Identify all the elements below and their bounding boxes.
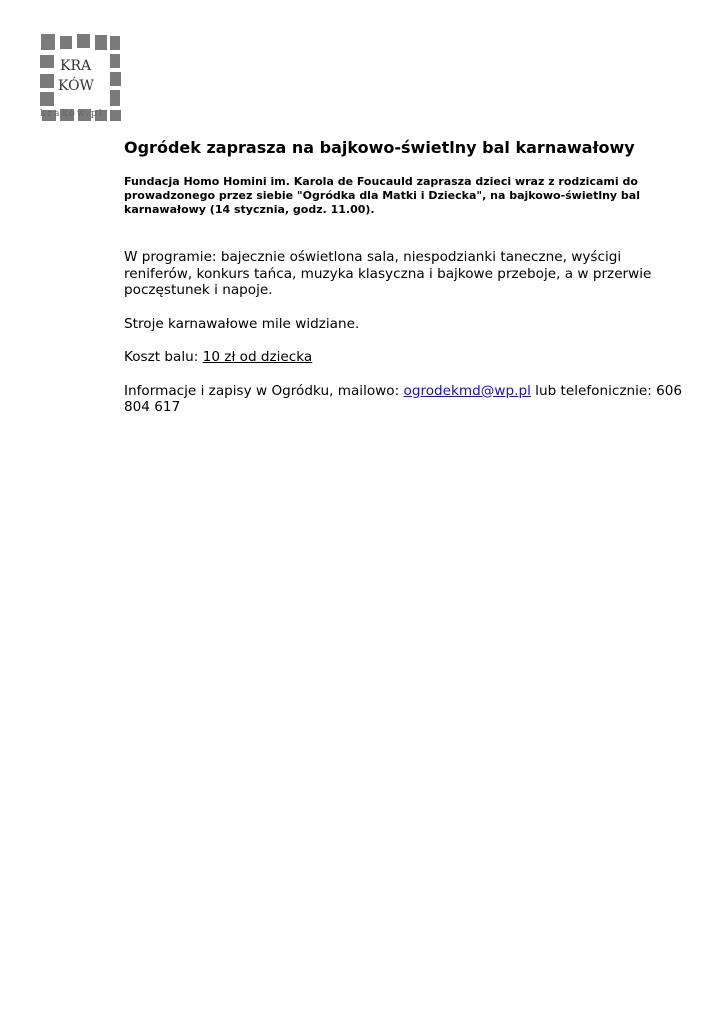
program-paragraph: W programie: bajecznie oświetlona sala, niespodzianki taneczne, wyścigi reniferów, konkurs tańca, muzyka klasyczna i bajkowe przeboje, a w przerwie poczęstunek i napoje. <box>124 249 652 298</box>
article <box>124 138 690 433</box>
cost-label: Koszt balu: <box>124 349 203 365</box>
cost-value: 10 zł od dziecka <box>202 349 313 365</box>
article-title: Ogródek zaprasza na bajkowo-świetlny bal karnawałowy <box>124 138 635 157</box>
logo-caption: krakow.pl <box>40 109 104 119</box>
cost-paragraph <box>124 349 690 366</box>
logo-line-1: KRA <box>60 58 92 74</box>
info-prefix: Informacje i zapisy w Ogródku, mailowo: <box>124 382 404 399</box>
costumes-paragraph: Stroje karnawałowe mile widziane. <box>124 315 360 332</box>
info-paragraph <box>124 383 690 416</box>
info-suffix: lub telefonicznie: 606 804 617 <box>124 382 683 415</box>
email-link[interactable]: ogrodekmd@wp.pl <box>403 382 531 399</box>
article-lead: Fundacja Homo Homini im. Karola de Foucauld zaprasza dzieci wraz z rodzicami do prowadzonego przez siebie "Ogródka dla Matki i Dziecka", na bajkowo-świetlny bal karnawałowy (14 stycznia, godz. 11.00). <box>124 175 640 216</box>
logo-line-2: KÓW <box>58 78 94 94</box>
